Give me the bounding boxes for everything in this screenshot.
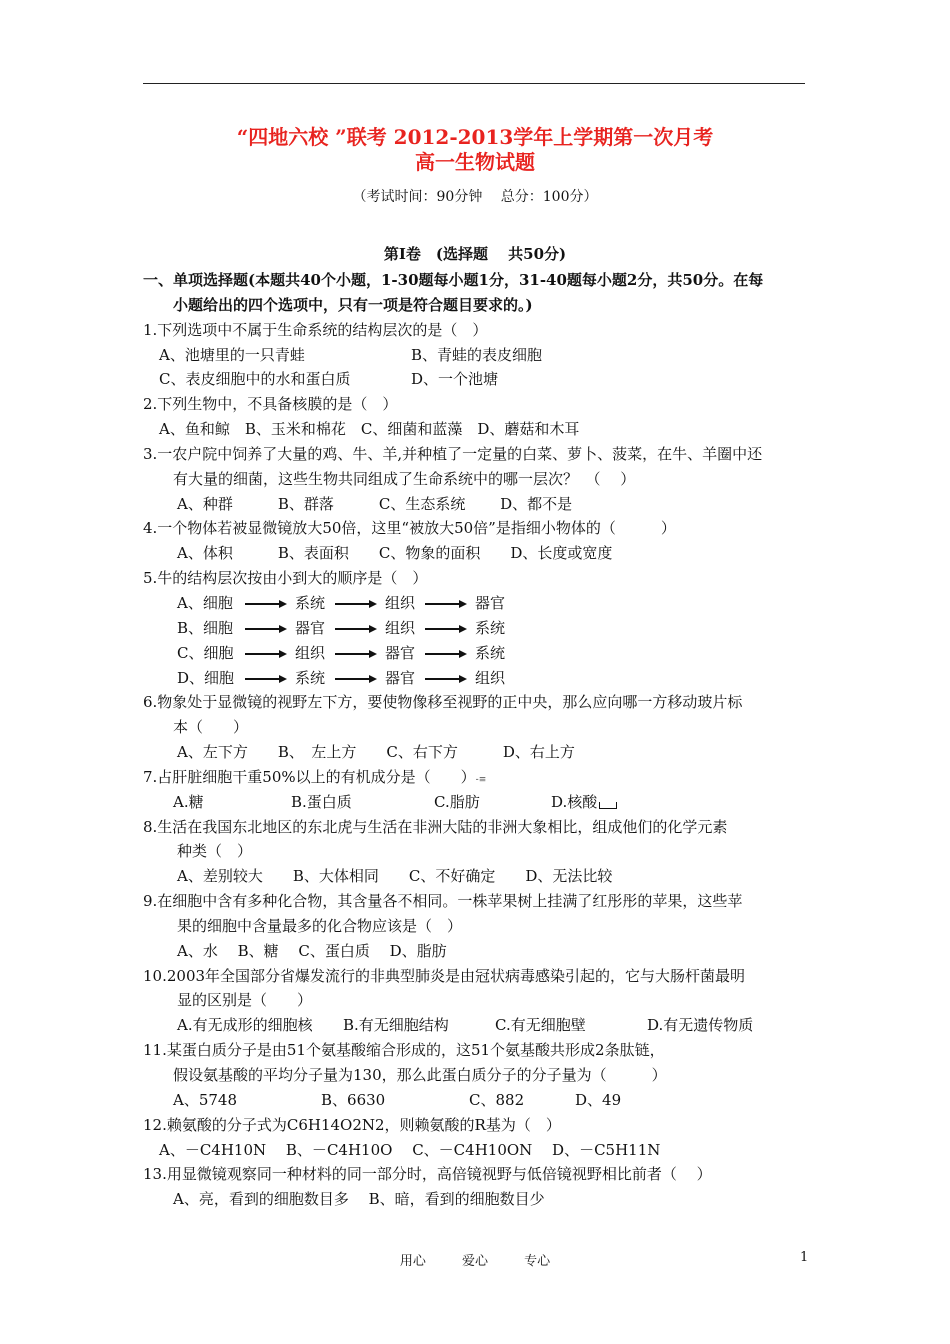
question-list [143,268,808,1212]
footer-word-2: 爱心 [461,1254,488,1269]
arrow-icon [245,599,287,609]
question-4-options: A、体积 B、表面积 C、物象的面积 D、长度或宽度 [177,544,613,563]
question-8-options: A、差别较大 B、大体相同 C、不好确定 D、无法比较 [177,867,613,886]
question-3-options: A、种群 B、群落 C、生态系统 D、都不是 [177,494,573,513]
seq-item: 系统 [295,668,326,687]
question-6-stem-2: 本（ ） [173,718,249,737]
question-7-option-b: B.蛋白质 [291,792,352,811]
arrow-icon [245,624,287,634]
seq-item: 系统 [295,593,326,612]
question-13-stem: 13.用显微镜观察同一种材料的同一部分时，高倍镜视野与低倍镜视野相比前者（ ） [143,1165,712,1184]
question-10-stem-1: 10.2003年全国部分省爆发流行的非典型肺炎是由冠状病毒感染引起的，它与大肠杆菌最明 [143,966,746,985]
question-11-option-b: B、6630 [321,1090,386,1109]
question-1-option-b: B、青蛙的表皮细胞 [411,345,543,364]
arrow-icon [245,674,287,684]
question-11-option-c: C、882 [469,1090,525,1109]
stray-bracket-icon [599,802,617,809]
question-10-option-c: C.有无细胞壁 [495,1016,586,1035]
question-1-option-c: C、表皮细胞中的水和蛋白质 [159,370,351,389]
section-heading: 第Ⅰ卷 (选择题 共50分) [383,245,567,263]
arrow-icon [425,599,467,609]
question-10-options [143,1013,808,1038]
seq-item: 组织 [385,593,416,612]
question-11-options [143,1088,808,1113]
question-5-stem: 5.牛的结构层次按由小到大的顺序是（ ） [143,569,428,588]
question-3-stem-2: 有大量的细菌，这些生物共同组成了生命系统中的哪一层次？ （ ） [173,469,636,488]
question-6-stem-1: 6.物象处于显微镜的视野左下方，要使物像移至视野的正中央，那么应向哪一方移动玻片标 [143,693,743,712]
seq-item: 器官 [385,668,416,687]
question-10-stem-2: 显的区别是（ ） [177,991,313,1010]
question-7-options [143,790,808,815]
seq-item: A、细胞 [177,593,233,612]
question-1-options-cd [143,367,808,392]
question-8-stem-1: 8.生活在我国东北地区的东北虎与生活在非洲大陆的非洲大象相比，组成他们的化学元素 [143,817,728,836]
question-12-stem: 12.赖氨酸的分子式为C6H14O2N2，则赖氨酸的R基为（ ） [143,1115,561,1134]
question-4-stem: 4.一个物体若被显微镜放大50倍，这里“被放大50倍”是指细小物体的（ ） [143,519,676,538]
question-9-stem-2: 果的细胞中含量最多的化合物应该是（ ） [177,916,463,935]
seq-item: C、细胞 [177,643,234,662]
header-rule [143,83,805,84]
arrow-icon [425,674,467,684]
arrow-icon [425,649,467,659]
question-11-option-d: D、49 [575,1090,622,1109]
question-7-stem [143,765,808,790]
question-11-option-a: A、5748 [173,1090,238,1109]
seq-item: 系统 [475,618,506,637]
question-13-options: A、亮，看到的细胞数目多 B、暗，看到的细胞数目少 [173,1190,545,1209]
arrow-icon [335,674,377,684]
question-3-stem-1: 3.一农户院中饲养了大量的鸡、牛、羊,并种植了一定量的白菜、萝卜、菠菜，在牛、羊圈中还 [143,444,763,463]
seq-item: 器官 [385,643,416,662]
exam-time-info: （考试时间：90分钟 总分：100分） [352,189,598,205]
stray-mark-icon: -≡ [475,774,487,785]
question-12-options: A、－C4H10N B、－C4H10O C、－C4H10ON D、－C5H11N [159,1140,661,1159]
seq-item: 器官 [475,593,506,612]
question-10-option-a: A.有无成形的细胞核 [177,1016,313,1035]
exam-title: “四地六校 ”联考 2012-2013学年上学期第一次月考 [236,125,714,149]
arrow-icon [335,649,377,659]
question-2-options: A、鱼和鲸 B、玉米和棉花 C、细菌和蓝藻 D、蘑菇和木耳 [159,420,580,439]
question-10-option-b: B.有无细胞结构 [343,1016,449,1035]
arrow-icon [335,599,377,609]
instructions-line-1: 一、单项选择题(本题共40个小题，1-30题每小题1分，31-40题每小题2分，共50分。在每 [143,271,764,289]
seq-item: 系统 [475,643,506,662]
seq-item: 组织 [385,618,416,637]
question-11-stem-2: 假设氨基酸的平均分子量为130，那么此蛋白质分子的分子量为（ ） [173,1066,667,1084]
question-1-option-d: D、一个池塘 [411,370,499,389]
question-7-option-d: D.核酸 [551,792,598,811]
question-6-options: A、左下方 B、 左上方 C、右下方 D、右上方 [177,743,575,762]
question-11-stem-1: 11.某蛋白质分子是由51个氨基酸缩合形成的，这51个氨基酸共形成2条肽链， [143,1041,665,1060]
instructions-line-2: 小题给出的四个选项中，只有一项是符合题目要求的。) [173,295,533,314]
seq-item: D、细胞 [177,668,235,687]
question-9-options: A、水 B、糖 C、蛋白质 D、脂肪 [177,941,447,960]
arrow-icon [425,624,467,634]
question-5-option-c [143,641,808,666]
arrow-icon [335,624,377,634]
question-7-option-c: C.脂肪 [434,792,480,811]
page-number: 1 [800,1250,809,1265]
question-7-option-a: A.糖 [173,792,204,811]
footer-word-3: 专心 [524,1254,551,1269]
exam-subject-title: 高一生物试题 [415,150,535,174]
question-5-option-a [143,591,808,616]
seq-item: B、细胞 [177,618,234,637]
question-1-option-a: A、池塘里的一只青蛙 [159,345,305,364]
footer-word-1: 用心 [399,1254,426,1269]
question-5-option-d [143,666,808,691]
question-2-stem: 2.下列生物中，不具备核膜的是（ ） [143,395,398,414]
question-1-stem: 1.下列选项中不属于生命系统的结构层次的是（ ） [143,320,488,339]
arrow-icon [245,649,287,659]
seq-item: 器官 [295,618,326,637]
seq-item: 组织 [295,643,326,662]
question-7-stem-text: 7.占肝脏细胞干重50%以上的有机成分是（ ） [143,767,476,786]
question-8-stem-2: 种类（ ） [177,842,253,861]
question-10-option-d: D.有无遗传物质 [647,1016,754,1035]
seq-item: 组织 [475,668,506,687]
question-5-option-b [143,616,808,641]
question-9-stem-1: 9.在细胞中含有多种化合物，其含量各不相同。一株苹果树上挂满了红彤彤的苹果，这些苹 [143,892,743,911]
question-1-options-ab [143,343,808,368]
